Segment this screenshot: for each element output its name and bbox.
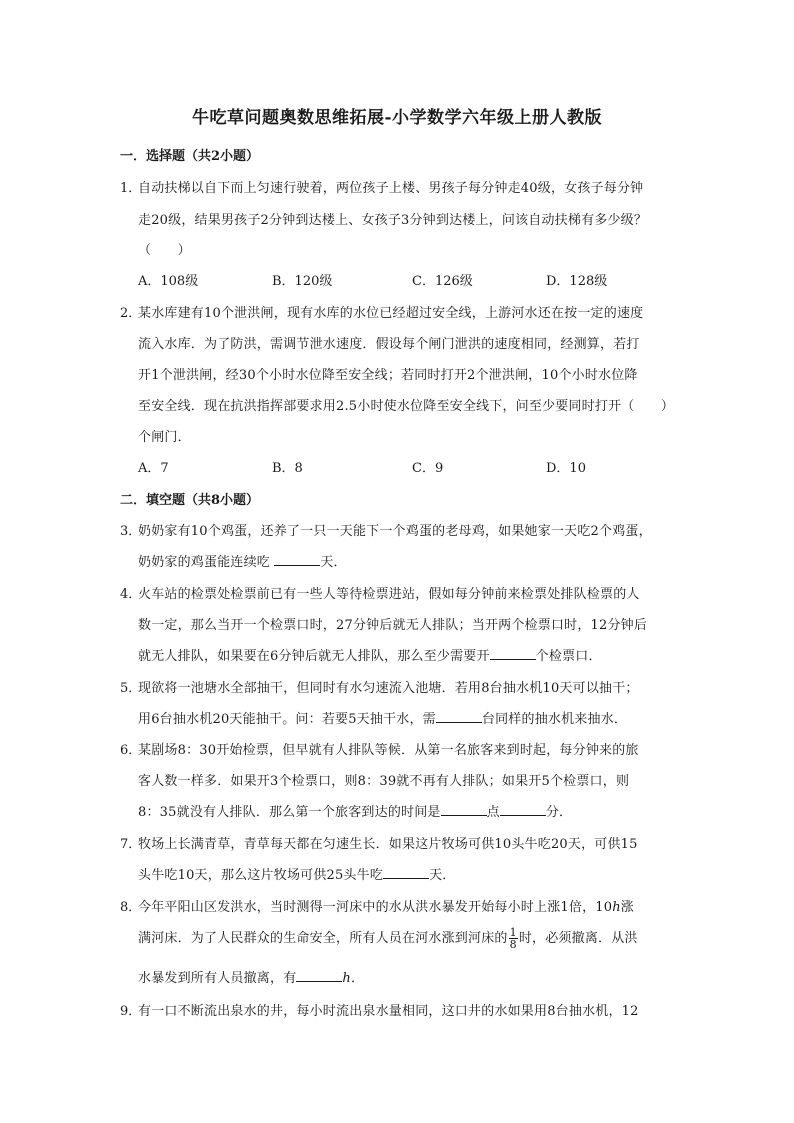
question-text: 开1个泄洪闸，经30个小时水位降至安全线；若同时打开2个泄洪闸，10个小时水位降 bbox=[138, 368, 638, 383]
unit-h: h bbox=[342, 971, 351, 986]
question-text-part: 今年平阳山区发洪水，当时测得一河床中的水从洪水暴发开始每小时上涨1倍，10 bbox=[138, 900, 613, 915]
question-text bbox=[138, 927, 638, 950]
fraction-numerator: 1 bbox=[509, 926, 517, 939]
answer-blank[interactable] bbox=[274, 553, 320, 566]
answer-blank[interactable] bbox=[436, 710, 482, 723]
unit-h: h bbox=[612, 900, 621, 915]
question-text-part: 分． bbox=[545, 805, 573, 820]
question-text-part: 时，必须撤离．从洪 bbox=[518, 931, 638, 946]
question-number: 8． bbox=[120, 900, 142, 915]
question-text-part: 天． bbox=[320, 555, 347, 570]
option-c: C．9 bbox=[412, 461, 444, 476]
question-text: 某水库建有10个泄洪闸，现有水库的水位已经超过安全线，上游河水还在按一定的速度 bbox=[138, 306, 644, 321]
question-text-part: ． bbox=[350, 971, 365, 986]
option-c: C．126级 bbox=[412, 274, 473, 289]
question-text: 牧场上长满青草，青草每天都在匀速生长．如果这片牧场可供10头牛吃20天，可供15 bbox=[138, 837, 638, 852]
question-text bbox=[138, 551, 347, 570]
question-text: 数一定，那么当开一个检票口时，27分钟后就无人排队；当开两个检票口时，12分钟后 bbox=[138, 618, 648, 633]
option-b: B．120级 bbox=[272, 274, 333, 289]
question-text: 个闸门． bbox=[138, 430, 191, 445]
answer-blank[interactable] bbox=[490, 647, 536, 660]
option-d: D．128级 bbox=[546, 274, 608, 289]
question-text-part: 奶奶家的鸡蛋能连续吃 bbox=[138, 555, 275, 570]
question-text-part: 点 bbox=[486, 805, 500, 820]
question-text: 火车站的检票处检票前已有一些人等待检票进站，假如每分钟前来检票处排队检票的人 bbox=[138, 587, 640, 602]
question-text-part: 水暴发到所有人员撤离，有 bbox=[138, 971, 297, 986]
question-text-part: 个检票口． bbox=[535, 649, 602, 664]
answer-blank[interactable] bbox=[383, 866, 429, 879]
question-number: 7． bbox=[120, 837, 142, 852]
answer-blank-minute[interactable] bbox=[500, 803, 546, 816]
section-heading-fill: 二．填空题（共8小题） bbox=[120, 493, 260, 508]
question-text: 至安全线．现在抗洪指挥部要求用2.5小时使水位降至安全线下，问至少要同时打开（ ） bbox=[138, 399, 675, 414]
question-number: 5． bbox=[120, 681, 142, 696]
fraction-denominator: 8 bbox=[509, 938, 517, 951]
option-a: A．108级 bbox=[138, 274, 199, 289]
question-text-part: 涨 bbox=[620, 900, 634, 915]
question-text: 流入水库．为了防洪，需调节泄水速度．假设每个闸门泄洪的速度相同，经测算，若打 bbox=[138, 337, 640, 352]
question-text bbox=[138, 896, 634, 915]
answer-blank[interactable] bbox=[296, 969, 342, 982]
question-number: 2． bbox=[120, 306, 142, 321]
question-text: 走20级，结果男孩子2分钟到达楼上、女孩子3分钟到达楼上，问该自动扶梯有多少级？ bbox=[138, 213, 648, 228]
question-number: 1． bbox=[120, 181, 142, 196]
question-text-part: 8：35就没有人排队．那么第一个旅客到达的时间是 bbox=[138, 805, 441, 820]
option-b: B．8 bbox=[272, 461, 303, 476]
section-heading-choice: 一．选择题（共2小题） bbox=[120, 149, 260, 164]
question-text-part: 头牛吃10天，那么这片牧场可供25头牛吃 bbox=[138, 868, 384, 883]
question-number: 6． bbox=[120, 743, 142, 758]
fraction bbox=[509, 927, 518, 950]
question-number: 3． bbox=[120, 524, 142, 539]
question-number: 9． bbox=[120, 1004, 142, 1019]
question-text bbox=[138, 708, 627, 727]
page-title: 牛吃草问题奥数思维拓展-小学数学六年级上册人教版 bbox=[191, 108, 603, 128]
answer-bracket: （ ） bbox=[138, 243, 191, 258]
question-text bbox=[138, 801, 572, 820]
question-text-part: 台同样的抽水机来抽水． bbox=[481, 712, 628, 727]
option-d: D．10 bbox=[546, 461, 586, 476]
question-text: 奶奶家有10个鸡蛋，还养了一只一天能下一个鸡蛋的老母鸡，如果她家一天吃2个鸡蛋， bbox=[138, 524, 652, 539]
question-number: 4． bbox=[120, 587, 142, 602]
question-text-part: 天． bbox=[429, 868, 456, 883]
option-a: A．7 bbox=[138, 461, 169, 476]
question-text: 有一口不断流出泉水的井，每小时流出泉水量相同，这口井的水如果用8台抽水机，12 bbox=[138, 1004, 639, 1019]
question-text bbox=[138, 967, 364, 986]
question-text bbox=[138, 645, 602, 664]
question-text: 自动扶梯以自下而上匀速行驶着，两位孩子上楼、男孩子每分钟走40级，女孩子每分钟 bbox=[138, 181, 644, 196]
question-text-part: 就无人排队，如果要在6分钟后就无人排队，那么至少需要开 bbox=[138, 649, 490, 664]
question-text: 现欲将一池塘水全部抽干，但同时有水匀速流入池塘．若用8台抽水机10天可以抽干； bbox=[138, 681, 639, 696]
answer-blank-hour[interactable] bbox=[441, 803, 487, 816]
question-text-part: 满河床．为了人民群众的生命安全，所有人员在河水涨到河床的 bbox=[138, 931, 508, 946]
question-text: 客人数一样多．如果开3个检票口，则8：39就不再有人排队；如果开5个检票口，则 bbox=[138, 774, 630, 789]
question-text: 某剧场8：30开始检票，但早就有人排队等候．从第一名旅客来到时起，每分钟来的旅 bbox=[138, 743, 639, 758]
question-text-part: 用6台抽水机20天能抽干。问：若要5天抽干水，需 bbox=[138, 712, 436, 727]
question-text bbox=[138, 864, 456, 883]
